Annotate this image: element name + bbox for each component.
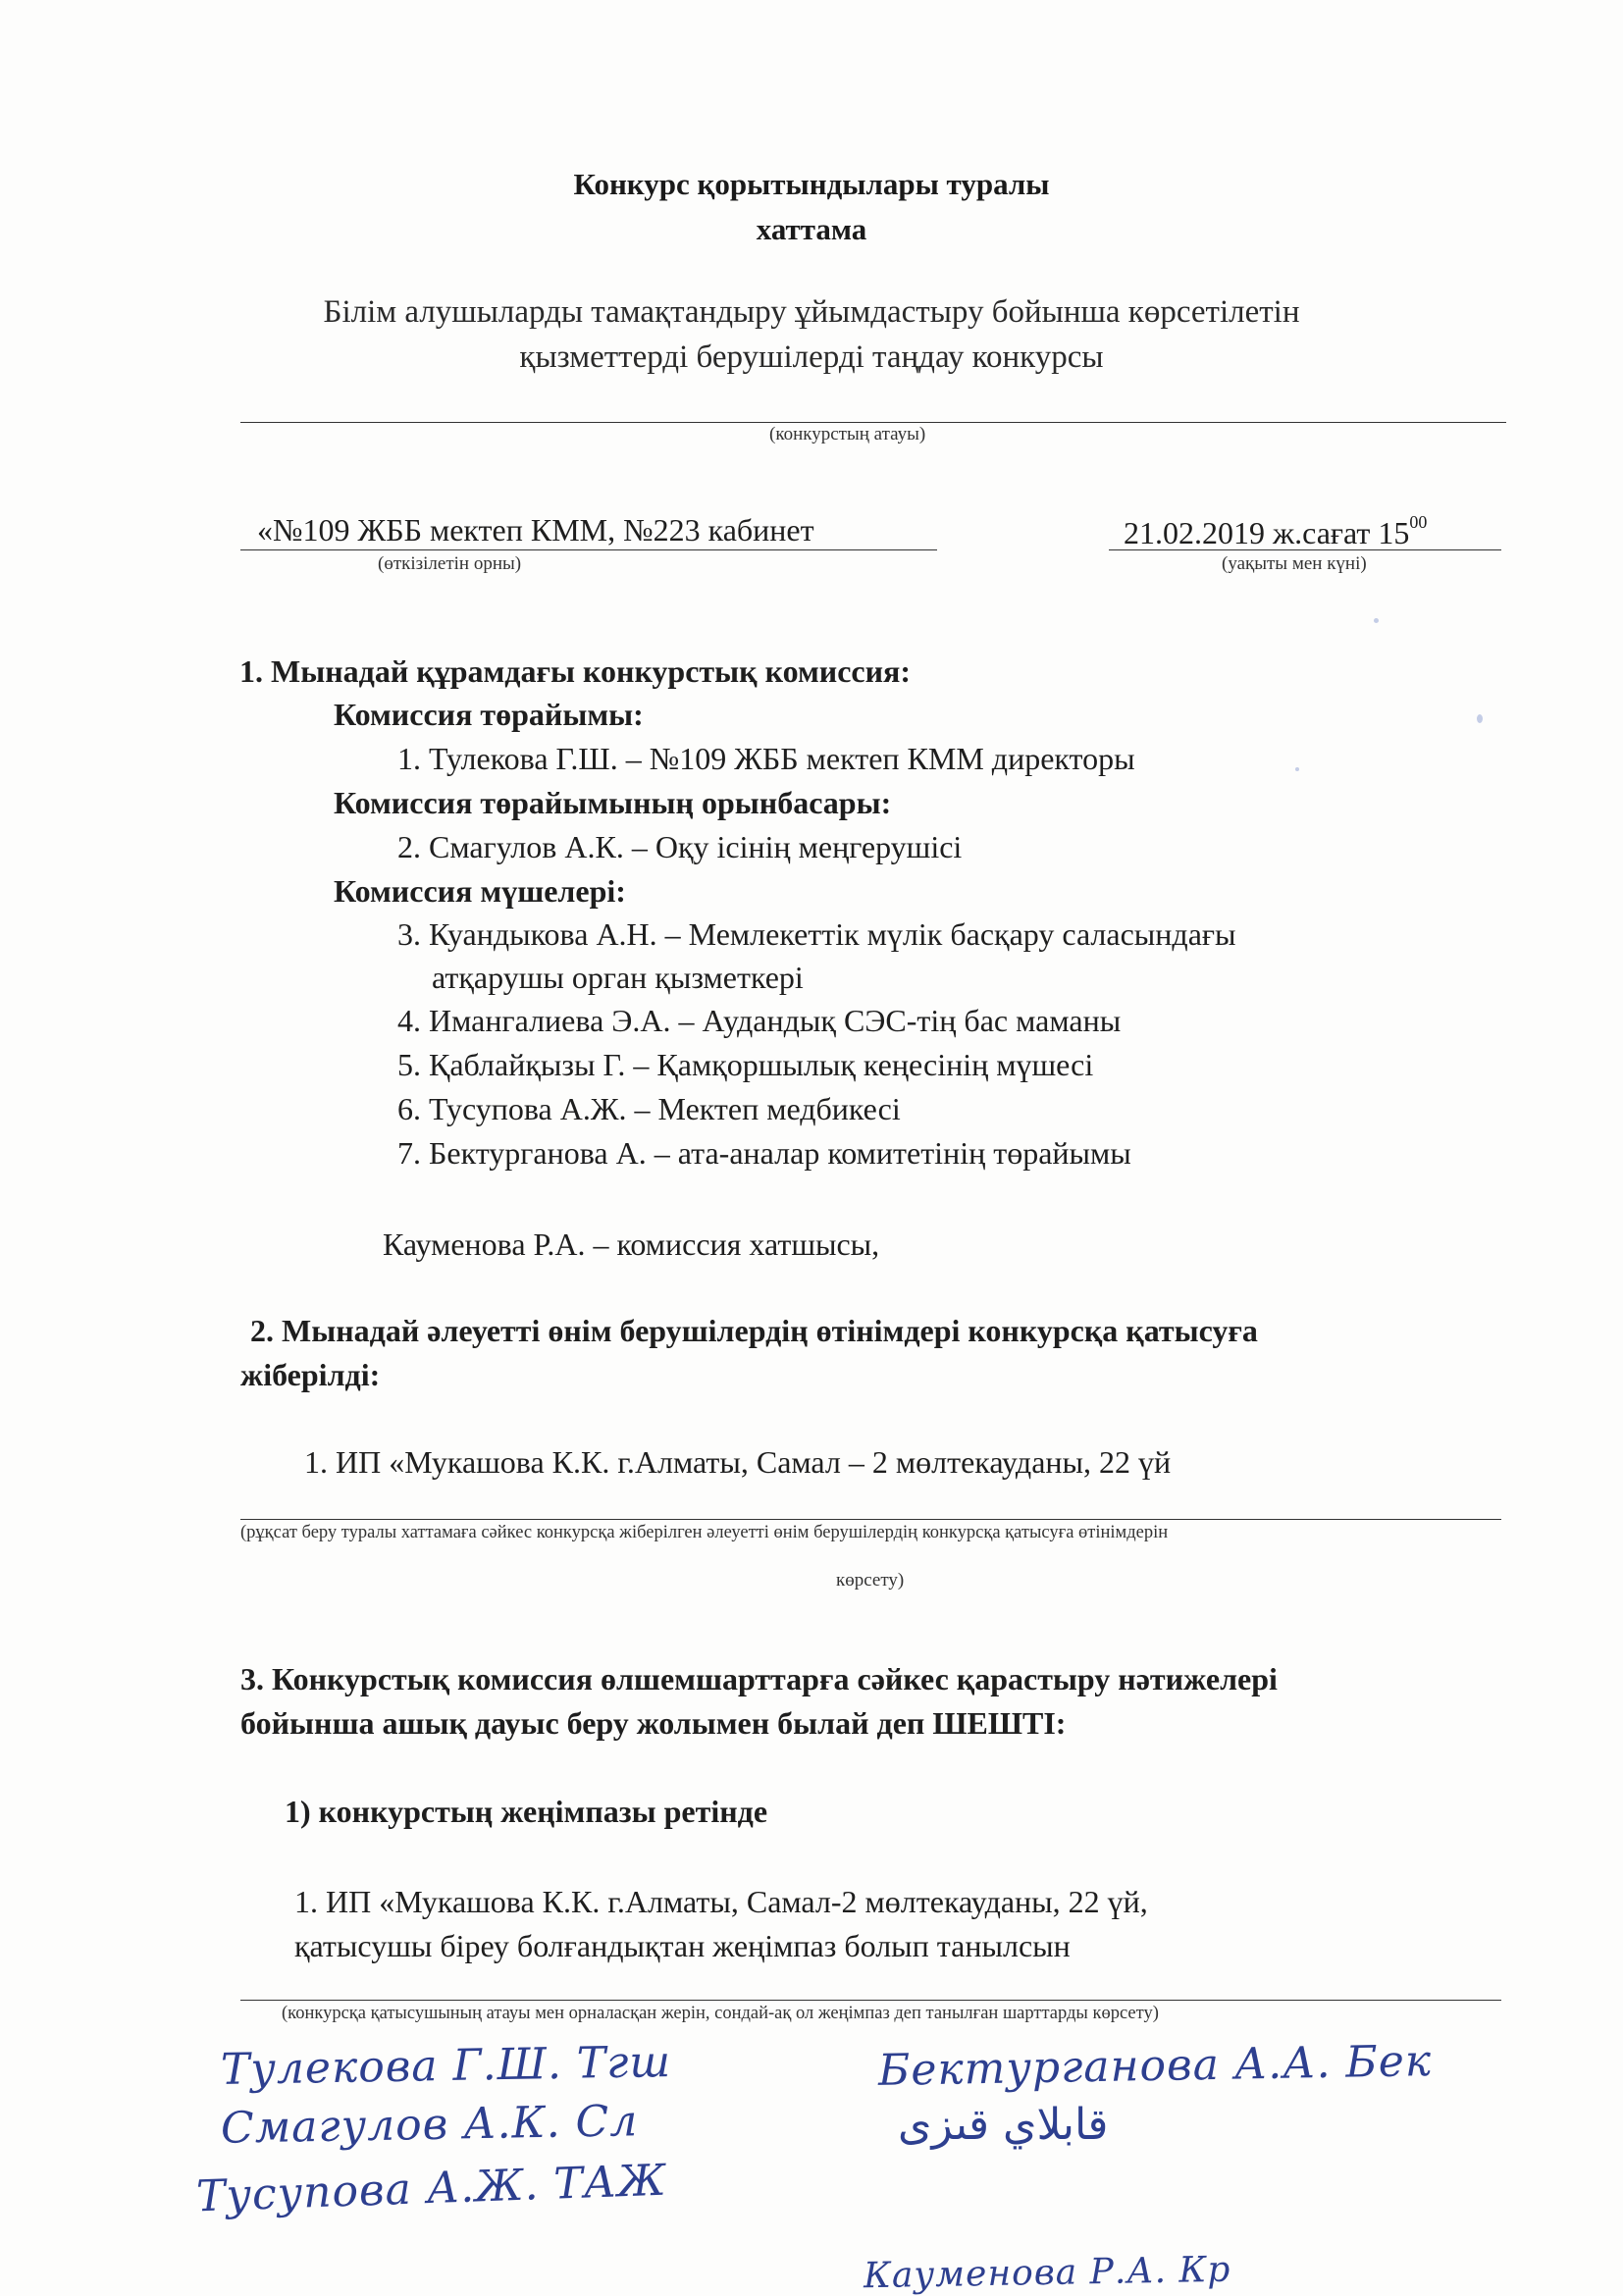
winner-underline — [240, 2000, 1501, 2001]
admitted-applicant-caption: (рұқсат беру туралы хаттамаға сәйкес конкурсқа жіберілген әлеуетті өнім берушілердің конкурсқа қатысуға өтінімдерін — [240, 1523, 1169, 1542]
section-2-heading-continued: жіберілді: — [240, 1357, 381, 1392]
member-3-continued: атқарушы орган қызметкері — [432, 960, 804, 995]
admitted-applicant-underline — [240, 1519, 1501, 1520]
winner-item-continued: қатысушы біреу болғандықтан жеңімпаз болып танылсын — [294, 1928, 1071, 1963]
section-3-heading: 3. Конкурстық комиссия өлшемшарттарға сәйкес қарастыру нәтижелері — [240, 1661, 1278, 1696]
date-time-caption: (уақыты мен күні) — [1222, 553, 1367, 574]
document-title-second-line: хаттама — [756, 212, 867, 246]
winner-item: 1. ИП «Мукашова К.К. г.Алматы, Самал-2 мөлтекауданы, 22 үй, — [294, 1884, 1148, 1919]
contest-name-caption: (конкурстың атауы) — [769, 424, 926, 444]
date-time-minutes: 00 — [1409, 512, 1428, 532]
deputy-item: 2. Смагулов А.К. – Оқу ісінің меңгерушісі — [397, 829, 963, 864]
chair-label: Комиссия төрайымы: — [334, 697, 644, 732]
member-4: 4. Имангалиева Э.А. – Аудандық СЭС-тің бас маманы — [397, 1003, 1122, 1038]
signature-kablaikyzy: قابلاي قىزى — [898, 2100, 1109, 2150]
member-5: 5. Қаблайқызы Г. – Қамқоршылық кеңесінің мүшесі — [397, 1047, 1094, 1082]
section-1-heading: 1. Мынадай құрамдағы конкурстық комиссия: — [239, 653, 912, 689]
member-3: 3. Куандыкова А.Н. – Мемлекеттік мүлік басқару саласындағы — [397, 916, 1236, 952]
signature-tusupova: Тусупова А.Ж. ТАЖ — [195, 2155, 668, 2222]
scan-speck — [1374, 618, 1379, 623]
contest-name: Білім алушыларды тамақтандыру ұйымдастыру бойынша көрсетілетін — [323, 294, 1300, 330]
section-2-heading: 2. Мынадай әлеуетті өнім берушілердің өтінімдері конкурсқа қатысуға — [250, 1313, 1258, 1348]
venue: «№109 ЖББ мектеп КММ, №223 кабинет — [257, 512, 814, 548]
signature-tulekova: Тулекова Г.Ш. Тгш — [220, 2036, 672, 2096]
scan-speck — [1295, 767, 1299, 771]
date-time-underline — [1109, 549, 1501, 550]
member-7: 7. Бектурганова А. – ата-аналар комитетінің төрайымы — [397, 1135, 1131, 1171]
admitted-applicant-caption-continued: көрсету) — [836, 1570, 905, 1591]
date-time-text: 21.02.2019 ж.сағат 15 — [1124, 515, 1410, 550]
admitted-applicant: 1. ИП «Мукашова К.К. г.Алматы, Самал – 2 мөлтекауданы, 22 үй — [304, 1444, 1172, 1480]
member-6: 6. Тусупова А.Ж. – Мектеп медбикесі — [397, 1091, 901, 1126]
scan-speck — [1477, 714, 1483, 723]
secretary: Кауменова Р.А. – комиссия хатшысы, — [383, 1226, 880, 1262]
signature-kaumenova: Кауменова Р.А. Кр — [863, 2249, 1231, 2296]
signature-smagulov: Смагулов А.К. Сл — [220, 2096, 639, 2154]
date-time — [1124, 512, 1427, 551]
venue-caption: (өткізілетін орны) — [378, 553, 522, 574]
signature-bekturganova: Бектурганова А.А. Бек — [877, 2036, 1433, 2096]
document-title: Конкурс қорытындылары туралы — [573, 167, 1050, 201]
deputy-label: Комиссия төрайымының орынбасары: — [334, 785, 892, 820]
venue-underline — [240, 549, 937, 550]
winner-subheading: 1) конкурстың жеңімпазы ретінде — [285, 1794, 768, 1829]
winner-caption: (конкурсқа қатысушының атауы мен орналасқан жерін, сондай-ақ ол жеңімпаз деп танылған шарттарды көрсету) — [282, 2004, 1159, 2023]
contest-name-underline — [240, 422, 1506, 423]
chair-item: 1. Тулекова Г.Ш. – №109 ЖББ мектеп КММ директоры — [397, 741, 1135, 776]
members-label: Комиссия мүшелері: — [334, 873, 626, 909]
section-3-heading-continued: бойынша ашық дауыс беру жолымен былай деп ШЕШТІ: — [240, 1705, 1067, 1741]
contest-name-second-line: қызметтерді берушілерді таңдау конкурсы — [519, 339, 1104, 375]
